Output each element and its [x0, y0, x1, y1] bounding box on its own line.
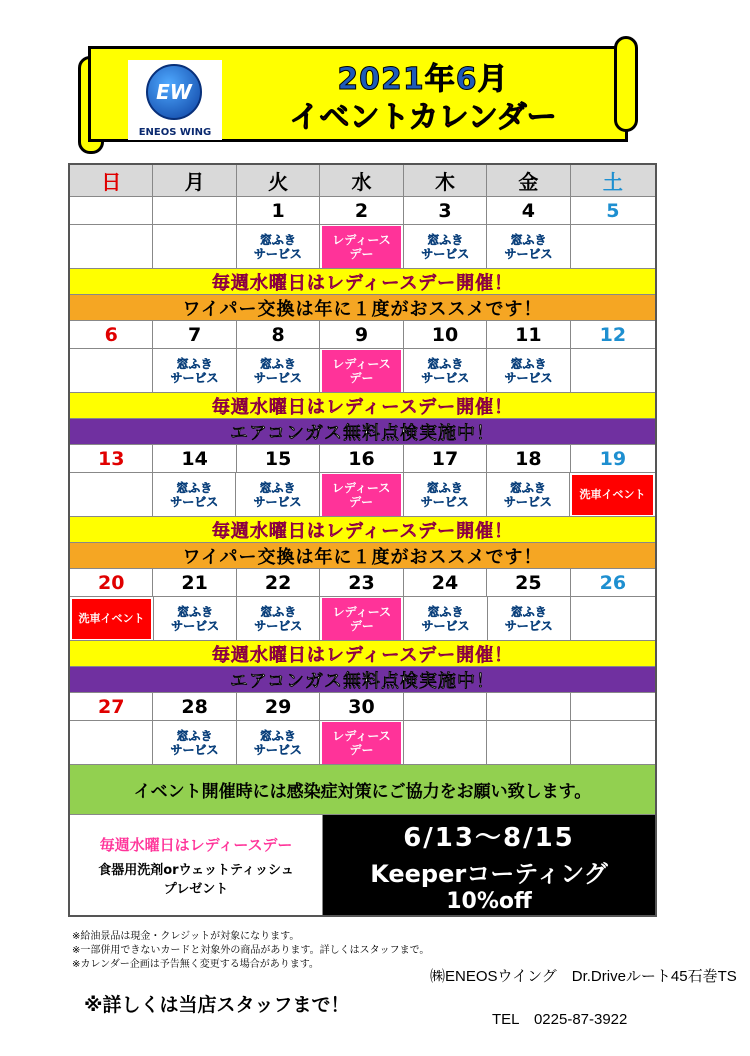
date-cell: 30	[320, 693, 403, 721]
date-cell: 25	[487, 569, 570, 597]
ladies-day-tag	[322, 350, 401, 392]
aircon-banner: エアコンガス無料点検実施中！	[70, 419, 655, 445]
ladies-day-promo	[70, 815, 323, 915]
date-cell: 9	[320, 321, 403, 349]
date-cell: 19	[571, 445, 655, 473]
weekday-mon: 月	[153, 165, 236, 197]
date-cell: 1	[237, 197, 320, 225]
event-cell	[237, 721, 320, 765]
ladies-day-tag	[322, 226, 401, 268]
event-cell	[404, 721, 487, 765]
window-cleaning-tag	[408, 475, 482, 515]
event-cell	[153, 349, 236, 393]
date-cell: 13	[70, 445, 153, 473]
event-cell	[153, 473, 236, 517]
window-cleaning-tag	[492, 351, 566, 391]
event-cell	[237, 349, 320, 393]
tag-line: サービス	[503, 494, 552, 509]
tag-line: 窓ふき	[259, 728, 296, 743]
tag-line: サービス	[171, 618, 220, 633]
weekday-wed: 水	[320, 165, 403, 197]
event-calendar	[68, 163, 657, 917]
tag-line: 窓ふき	[509, 480, 546, 495]
date-cell: 21	[153, 569, 236, 597]
event-cell	[404, 349, 487, 393]
ladies-day-banner: 毎週水曜日はレディースデー開催！	[70, 641, 655, 667]
event-cell	[154, 597, 237, 641]
date-cell: 12	[571, 321, 655, 349]
date-row	[70, 197, 655, 225]
store-name: ㈱ENEOSウイング Dr.Driveルート45石巻TS	[430, 968, 737, 985]
tag-line: レディース	[332, 356, 391, 371]
event-cell	[487, 721, 570, 765]
date-row	[70, 569, 655, 597]
date-cell: 24	[404, 569, 487, 597]
window-cleaning-tag	[492, 227, 566, 267]
window-cleaning-tag	[241, 475, 315, 515]
date-cell: 27	[70, 693, 153, 721]
tag-line: 窓ふき	[510, 232, 547, 247]
ladies-promo-present: プレゼント	[163, 881, 229, 897]
event-row	[70, 721, 655, 765]
date-cell	[70, 197, 153, 225]
ladies-day-banner: 毎週水曜日はレディースデー開催！	[70, 393, 655, 419]
date-cell	[571, 693, 655, 721]
event-cell	[571, 721, 655, 765]
ladies-day-tag	[322, 598, 401, 640]
window-cleaning-tag	[409, 599, 483, 639]
tag-line: 窓ふき	[426, 480, 463, 495]
tag-line: サービス	[421, 370, 470, 385]
calendar-weeks	[70, 197, 655, 765]
event-cell	[404, 597, 487, 641]
event-cell	[320, 473, 404, 517]
window-cleaning-tag	[408, 227, 482, 267]
note-line: ※給油景品は現金・クレジットが対象になります。	[72, 931, 300, 942]
title-banner	[78, 36, 638, 150]
tag-line: サービス	[420, 494, 469, 509]
date-cell: 6	[70, 321, 153, 349]
tag-line: サービス	[504, 370, 553, 385]
window-cleaning-tag	[241, 599, 315, 639]
keeper-coating-promo	[323, 815, 655, 915]
tag-line: 窓ふき	[260, 604, 297, 619]
date-cell: 14	[153, 445, 236, 473]
window-cleaning-tag	[158, 723, 232, 763]
date-cell	[404, 693, 487, 721]
tag-line: レディース	[332, 604, 392, 619]
event-cell	[404, 225, 487, 269]
tag-line: 窓ふき	[259, 232, 296, 247]
tag-line: サービス	[170, 370, 219, 385]
eneos-wing-logo	[128, 60, 222, 140]
tag-line: 窓ふき	[510, 356, 547, 371]
wiper-banner: ワイパー交換は年に１度がおススメです！	[70, 543, 655, 569]
page-title: 2021年6月	[337, 62, 509, 97]
date-cell	[153, 197, 236, 225]
date-cell: 26	[571, 569, 655, 597]
weekday-sat: 土	[571, 165, 655, 197]
infection-notice: イベント開催時には感染症対策にご協力をお願い致します。	[70, 765, 655, 815]
event-cell	[570, 473, 655, 517]
event-cell	[70, 597, 154, 641]
ladies-promo-title: 毎週水曜日はレディースデー	[99, 835, 293, 854]
date-cell: 18	[487, 445, 570, 473]
tag-line: 窓ふき	[427, 356, 464, 371]
tag-line: サービス	[253, 494, 302, 509]
ladies-day-tag	[322, 474, 401, 516]
window-cleaning-tag	[241, 227, 315, 267]
event-cell	[571, 597, 655, 641]
note-line: ※カレンダー企画は予告無く変更する場合があります。	[72, 959, 319, 970]
date-cell: 7	[153, 321, 236, 349]
event-cell	[571, 225, 655, 269]
staff-contact-note: ※詳しくは当店スタッフまで！	[84, 994, 350, 1016]
tag-line: 窓ふき	[427, 232, 464, 247]
date-cell: 20	[70, 569, 153, 597]
date-cell: 2	[320, 197, 403, 225]
store-phone: TEL 0225-87-3922	[492, 1011, 628, 1028]
date-cell: 5	[571, 197, 655, 225]
tag-line: レディース	[331, 480, 391, 495]
event-row	[70, 349, 655, 393]
window-cleaning-tag	[491, 475, 565, 515]
keeper-promo-dates: 6/13～8/15	[403, 822, 575, 853]
logo-emblem-icon	[146, 64, 202, 120]
date-row	[70, 445, 655, 473]
weekday-fri: 金	[487, 165, 570, 197]
tag-line: 窓ふき	[176, 356, 213, 371]
weekday-header	[70, 165, 655, 197]
aircon-banner: エアコンガス無料点検実施中！	[70, 667, 655, 693]
car-wash-event-tag: 洗車イベント	[572, 475, 653, 515]
event-cell	[571, 349, 655, 393]
logo-mark: EW	[156, 80, 192, 104]
date-row	[70, 693, 655, 721]
date-cell: 15	[237, 445, 320, 473]
date-cell: 3	[404, 197, 487, 225]
date-cell: 22	[237, 569, 320, 597]
tag-line: サービス	[254, 618, 303, 633]
weekday-sun: 日	[70, 165, 153, 197]
tag-line: デー	[349, 618, 374, 633]
tag-line: レディース	[332, 728, 391, 743]
event-cell	[237, 225, 320, 269]
tag-line: サービス	[170, 494, 219, 509]
window-cleaning-tag	[241, 723, 315, 763]
window-cleaning-tag	[157, 475, 231, 515]
logo-text: ENEOS WING	[138, 127, 212, 138]
tag-line: レディース	[332, 232, 391, 247]
tag-line: 窓ふき	[427, 604, 464, 619]
window-cleaning-tag	[158, 599, 232, 639]
keeper-promo-name: Keeperコーティング	[370, 859, 608, 888]
tag-line: サービス	[253, 370, 302, 385]
fine-print	[72, 930, 429, 972]
tag-line: デー	[349, 742, 374, 757]
event-cell	[236, 473, 319, 517]
ladies-day-banner: 毎週水曜日はレディースデー開催！	[70, 269, 655, 295]
event-cell	[320, 597, 404, 641]
window-cleaning-tag	[241, 351, 315, 391]
window-cleaning-tag	[408, 351, 482, 391]
tag-line: 窓ふき	[177, 604, 214, 619]
event-cell	[237, 597, 320, 641]
tag-line: サービス	[504, 618, 553, 633]
tag-line: 窓ふき	[176, 728, 213, 743]
page-subtitle: イベントカレンダー	[289, 100, 557, 135]
tag-line: サービス	[421, 246, 470, 261]
promo-section	[70, 815, 655, 915]
weekday-tue: 火	[237, 165, 320, 197]
event-row	[70, 597, 655, 641]
event-cell	[70, 349, 153, 393]
note-line: ※一部併用できないカードと対象外の商品があります。詳しくはスタッフまで。	[72, 945, 430, 956]
tag-line: デー	[349, 370, 374, 385]
ladies-day-banner: 毎週水曜日はレディースデー開催！	[70, 517, 655, 543]
event-cell	[404, 473, 487, 517]
weekday-thu: 木	[404, 165, 487, 197]
event-cell	[487, 225, 570, 269]
event-cell	[153, 225, 236, 269]
tag-line: デー	[349, 246, 374, 261]
ladies-promo-gift: 食器用洗剤orウェットティッシュ	[98, 862, 294, 878]
tag-line: 窓ふき	[259, 356, 296, 371]
ladies-day-tag	[322, 722, 401, 764]
date-cell: 23	[320, 569, 403, 597]
tag-line: サービス	[421, 618, 470, 633]
tag-line: 窓ふき	[176, 480, 213, 495]
event-cell	[70, 721, 153, 765]
date-cell: 4	[487, 197, 570, 225]
tag-line: サービス	[253, 742, 302, 757]
tag-line: 窓ふき	[510, 604, 547, 619]
event-cell	[320, 225, 404, 269]
tag-line: サービス	[504, 246, 553, 261]
keeper-promo-discount: 10%off	[446, 888, 532, 914]
window-cleaning-tag	[492, 599, 566, 639]
window-cleaning-tag	[158, 351, 232, 391]
wiper-banner: ワイパー交換は年に１度がおススメです！	[70, 295, 655, 321]
date-row	[70, 321, 655, 349]
tag-line: 窓ふき	[259, 480, 296, 495]
event-cell	[153, 721, 236, 765]
event-row	[70, 473, 655, 517]
date-cell: 17	[404, 445, 487, 473]
date-cell: 28	[153, 693, 236, 721]
date-cell: 10	[404, 321, 487, 349]
event-cell	[320, 349, 404, 393]
event-cell	[70, 473, 153, 517]
event-cell	[320, 721, 404, 765]
date-cell: 29	[237, 693, 320, 721]
event-cell	[487, 349, 570, 393]
event-cell	[488, 597, 571, 641]
event-row	[70, 225, 655, 269]
car-wash-event-tag: 洗車イベント	[72, 599, 151, 639]
event-cell	[487, 473, 570, 517]
date-cell: 11	[487, 321, 570, 349]
date-cell	[487, 693, 570, 721]
tag-line: サービス	[253, 246, 302, 261]
tag-line: デー	[349, 494, 374, 509]
date-cell: 8	[237, 321, 320, 349]
date-cell: 16	[320, 445, 403, 473]
event-cell	[70, 225, 153, 269]
tag-line: サービス	[170, 742, 219, 757]
